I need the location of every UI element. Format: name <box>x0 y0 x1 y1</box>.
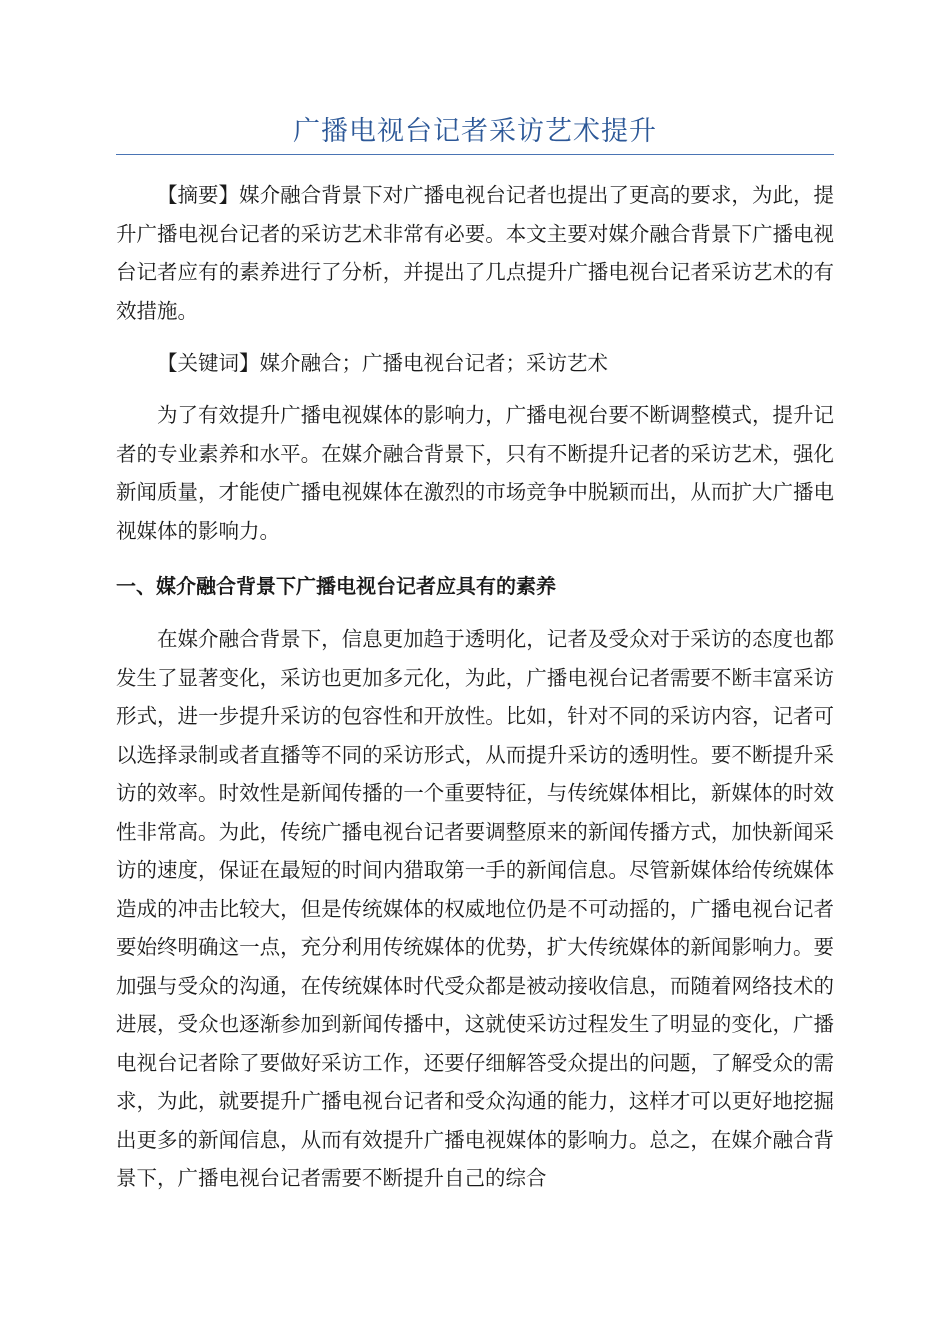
intro-paragraph: 为了有效提升广播电视媒体的影响力，广播电视台要不断调整模式，提升记者的专业素养和水平。在媒介融合背景下，只有不断提升记者的采访艺术，强化新闻质量，才能使广播电视媒体在激烈的市场竞争中脱颖而出，从而扩大广播电视媒体的影响力。 <box>116 403 834 543</box>
abstract-paragraph: 【摘要】媒介融合背景下对广播电视台记者也提出了更高的要求，为此，提升广播电视台记者的采访艺术非常有必要。本文主要对媒介融合背景下广播电视台记者应有的素养进行了分析，并提出了几点提升广播电视台记者采访艺术的有效措施。 <box>116 183 834 323</box>
title-underline <box>116 154 834 155</box>
section-heading: 一、媒介融合背景下广播电视台记者应具有的素养 <box>116 574 556 598</box>
section-body-paragraph: 在媒介融合背景下，信息更加趋于透明化，记者及受众对于采访的态度也都发生了显著变化，采访也更加多元化，为此，广播电视台记者需要不断丰富采访形式，进一步提升采访的包容性和开放性。比如，针对不同的采访内容，记者可以选择录制或者直播等不同的采访形式，从而提升采访的透明性。要不断提升采访的效率。时效性是新闻传播的一个重要特征，与传统媒体相比，新媒体的时效性非常高。为此，传统广播电视台记者要调整原来的新闻传播方式，加快新闻采访的速度，保证在最短的时间内猎取第一手的新闻信息。尽管新媒体给传统媒体造成的冲击比较大，但是传统媒体的权威地位仍是不可动摇的，广播电视台记者要始终明确这一点，充分利用传统媒体的优势，扩大传统媒体的新闻影响力。要加强与受众的沟通，在传统媒体时代受众都是被动接收信息，而随着网络技术的进展，受众也逐渐参加到新闻传播中，这就使采访过程发生了明显的变化，广播电视台记者除了要做好采访工作，还要仔细解答受众提出的问题，了解受众的需求，为此，就要提升广播电视台记者和受众沟通的能力，这样才可以更好地挖掘出更多的新闻信息，从而有效提升广播电视媒体的影响力。总之，在媒介融合背景下，广播电视台记者需要不断提升自己的综合 <box>116 627 834 1190</box>
keywords-paragraph: 【关键词】媒介融合；广播电视台记者；采访艺术 <box>157 351 608 375</box>
document-title: 广播电视台记者采访艺术提升 <box>293 116 657 147</box>
